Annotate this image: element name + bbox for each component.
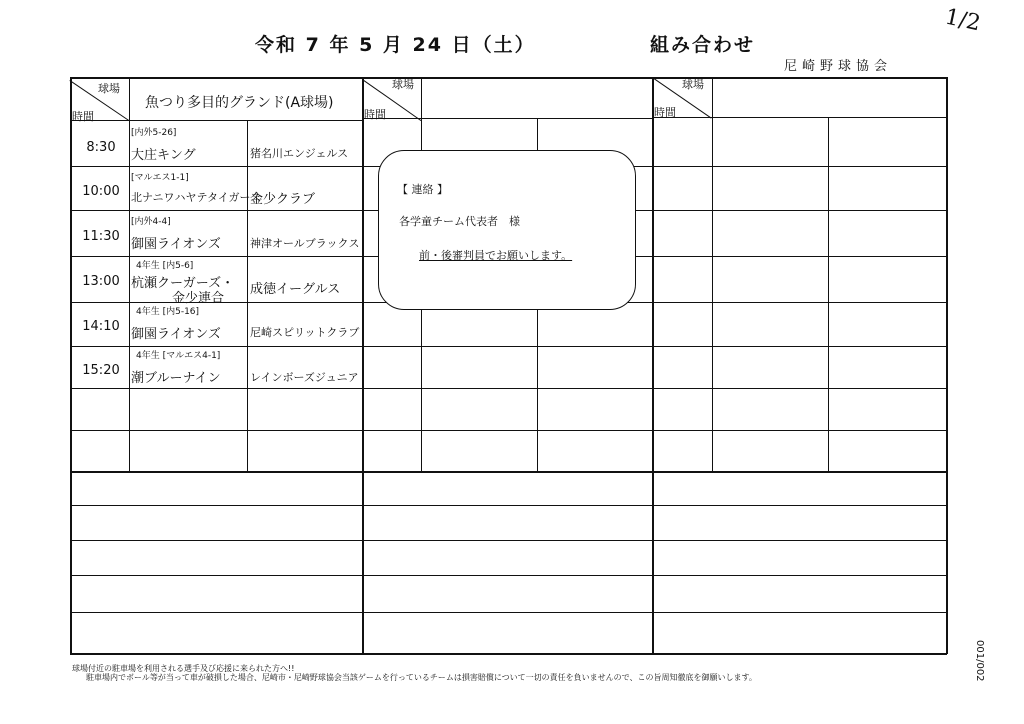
game-tag: 4年生 [マルエス4-1] bbox=[136, 351, 221, 361]
notice-heading: 【 連絡 】 bbox=[397, 183, 448, 196]
grid-line-h bbox=[421, 346, 652, 347]
game-tag: [マルエス1-1] bbox=[131, 173, 189, 183]
grid-line-v bbox=[652, 77, 654, 654]
footer-line-2: 駐車場内でボール等が当って車が破損した場合、尼崎市・尼崎野球協会当該ゲームを行っているチームは損害賠償について一切の責任を負いませんので、この旨周知徹底を御願いします。 bbox=[86, 673, 757, 682]
home-team: 御園ライオンズ bbox=[131, 327, 221, 342]
grid-line-h bbox=[654, 430, 712, 431]
away-team: 尼崎スピリットクラブ bbox=[250, 326, 360, 339]
field-label-3: 球場 bbox=[682, 78, 704, 91]
grid-line-h bbox=[421, 430, 652, 431]
grid-line-h bbox=[654, 210, 712, 211]
grid-line-h bbox=[70, 346, 362, 347]
grid-line-h bbox=[70, 120, 362, 121]
side-page-mark: 001/002 bbox=[974, 640, 985, 682]
game-time: 11:30 bbox=[82, 229, 120, 244]
grid-line-h bbox=[70, 505, 946, 506]
home-team: 北ナニワハヤテタイガース bbox=[131, 191, 261, 204]
grid-line-h bbox=[70, 210, 362, 211]
grid-line-v bbox=[828, 118, 829, 472]
page-date: 令和 7 年 5 月 24 日（土） bbox=[255, 34, 536, 56]
grid-line-v bbox=[946, 77, 948, 654]
grid-line-h bbox=[70, 256, 362, 257]
game-tag: [内外4-4] bbox=[131, 217, 171, 227]
game-time: 10:00 bbox=[82, 184, 120, 199]
grid-line-v bbox=[362, 77, 364, 654]
grid-line-h bbox=[421, 388, 652, 389]
grid-line-h bbox=[70, 575, 946, 576]
grid-line-h bbox=[364, 430, 421, 431]
grid-line-h bbox=[70, 430, 362, 431]
field-label-2: 球場 bbox=[392, 78, 414, 91]
away-team: 猪名川エンジェルス bbox=[250, 147, 349, 160]
game-tag: [内外5-26] bbox=[131, 128, 177, 138]
game-time: 15:20 bbox=[82, 363, 120, 378]
grid-line-h bbox=[362, 118, 652, 119]
grid-line-h bbox=[654, 346, 712, 347]
grid-line-h bbox=[654, 388, 712, 389]
game-tag: 4年生 [内5-6] bbox=[136, 261, 194, 271]
grid-line-h bbox=[364, 388, 421, 389]
home-team: 潮ブルーナイン bbox=[131, 371, 221, 386]
grid-line-h bbox=[654, 302, 712, 303]
grid-line-v bbox=[712, 77, 713, 472]
away-team: 神津オールブラックス bbox=[250, 237, 360, 250]
game-time: 14:10 bbox=[82, 319, 120, 334]
time-label-1: 時間 bbox=[72, 110, 94, 123]
game-time: 8:30 bbox=[86, 140, 116, 155]
organization-name: 尼崎野球協会 bbox=[784, 59, 893, 74]
time-label-3: 時間 bbox=[654, 106, 676, 119]
footer-line-1: 球場付近の駐車場を利用される選手及び応援に来られた方へ!! bbox=[72, 664, 295, 673]
grid-line-h bbox=[70, 653, 947, 655]
home-team-line2: 金少連合 bbox=[172, 291, 225, 306]
away-team: 金少クラブ bbox=[250, 192, 316, 207]
grid-line-h bbox=[364, 346, 421, 347]
notice-line-2: 前・後審判員でお願いします。 bbox=[419, 249, 573, 262]
game-tag: 4年生 [内5-16] bbox=[136, 307, 200, 317]
game-time: 13:00 bbox=[82, 274, 120, 289]
page-mark: 1/2 bbox=[942, 4, 983, 37]
grid-line-h bbox=[654, 256, 712, 257]
away-team: レインボーズジュニア bbox=[250, 371, 359, 384]
page-title: 組み合わせ bbox=[650, 34, 756, 56]
grid-line-h bbox=[70, 77, 947, 79]
grid-line-h bbox=[70, 471, 946, 473]
home-team: 大庄キング bbox=[131, 148, 196, 163]
grid-line-h bbox=[70, 540, 946, 541]
home-team: 御園ライオンズ bbox=[131, 237, 221, 252]
notice-line-1: 各学童チーム代表者 様 bbox=[399, 215, 520, 228]
grid-line-h bbox=[654, 166, 712, 167]
home-team: 杭瀬クーガーズ・ bbox=[131, 276, 235, 291]
field-label-1: 球場 bbox=[98, 82, 120, 95]
grid-line-h bbox=[652, 117, 946, 118]
away-team: 成徳イーグルス bbox=[250, 282, 341, 297]
venue-a: 魚つり多目的グランド(A球場) bbox=[145, 95, 334, 111]
grid-line-h bbox=[70, 388, 362, 389]
notice-box bbox=[378, 150, 636, 310]
grid-line-v bbox=[247, 121, 248, 472]
time-label-2: 時間 bbox=[364, 108, 386, 121]
grid-line-h bbox=[70, 166, 362, 167]
grid-line-h bbox=[70, 612, 946, 613]
